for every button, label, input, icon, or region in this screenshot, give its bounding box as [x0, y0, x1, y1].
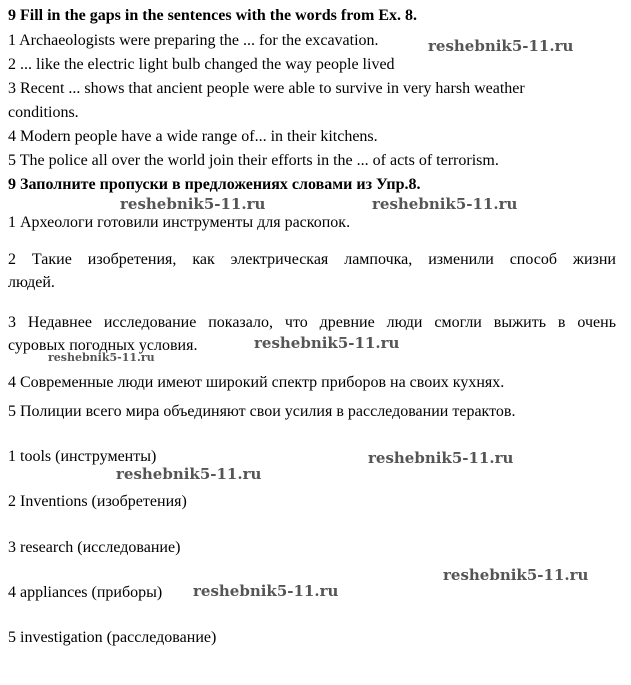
watermark-small: reshebnik5-11.ru [48, 351, 155, 364]
answer-1: 1 tools (инструменты) [8, 448, 157, 465]
english-sentence-5: 5 The police all over the world join their efforts in the ... of acts of terrorism. [8, 152, 499, 169]
english-sentence-4: 4 Modern people have a wide range of... in their kitchens. [8, 128, 378, 145]
watermark: reshebnik5-11.ru [428, 37, 574, 55]
russian-sentence-2: 2 Такие изобретения, как электрическая лампочка, изменили способ жизни [8, 251, 616, 268]
watermark: reshebnik5-11.ru [443, 566, 589, 584]
russian-sentence-3: 3 Недавнее исследование показало, что древние люди смогли выжить в очень [8, 314, 616, 331]
english-sentence-1: 1 Archaeologists were preparing the ... for the excavation. [8, 32, 379, 49]
english-sentence-3: 3 Recent ... shows that ancient people were able to survive in very harsh weather [8, 80, 525, 97]
answer-4: 4 appliances (приборы) [8, 584, 163, 601]
russian-sentence-5: 5 Полиции всего мира объединяют свои усилия в расследовании терактов. [8, 403, 516, 420]
answer-2: 2 Inventions (изобретения) [8, 493, 187, 510]
watermark: reshebnik5-11.ru [372, 195, 518, 213]
russian-heading: 9 Заполните пропуски в предложениях словами из Упр.8. [8, 176, 421, 193]
watermark: reshebnik5-11.ru [116, 465, 262, 483]
russian-sentence-4: 4 Современные люди имеют широкий спектр приборов на своих кухнях. [8, 374, 505, 391]
russian-sentence-1: 1 Археологи готовили инструменты для раскопок. [8, 214, 351, 231]
answer-5: 5 investigation (расследование) [8, 629, 217, 646]
watermark: reshebnik5-11.ru [368, 449, 514, 467]
russian-sentence-3-cont: суровых погодных условия. [8, 337, 198, 354]
watermark: reshebnik5-11.ru [193, 582, 339, 600]
watermark: reshebnik5-11.ru [254, 334, 400, 352]
russian-sentence-2-cont: людей. [8, 274, 55, 291]
english-sentence-2: 2 ... like the electric light bulb changed the way people lived [8, 56, 395, 73]
answer-3: 3 research (исследование) [8, 539, 181, 556]
watermark: reshebnik5-11.ru [120, 195, 266, 213]
english-heading: 9 Fill in the gaps in the sentences with the words from Ex. 8. [8, 7, 418, 24]
english-sentence-3-cont: conditions. [8, 104, 79, 121]
